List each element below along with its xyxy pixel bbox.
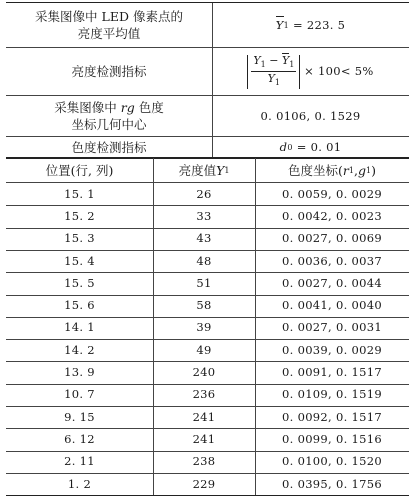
mean-label-line1: 采集图像中 LED 像素点的 [35, 9, 183, 24]
abs-value-bars [247, 55, 300, 89]
cell-brightness: 58 [196, 298, 212, 313]
cell-position: 15. 2 [64, 208, 95, 223]
mean-brightness-label [6, 3, 212, 47]
cell-brightness: 51 [196, 275, 212, 290]
chroma-criterion-label: 色度检测指标 [71, 139, 147, 155]
cell-brightness: 241 [192, 431, 216, 446]
cell-brightness: 33 [196, 208, 212, 223]
cell-brightness: 236 [192, 387, 216, 402]
cell-chroma-coord: 0. 0039, 0. 0029 [282, 342, 382, 357]
cell-brightness: 39 [196, 320, 212, 335]
mean-symbol-sub: 1 [283, 20, 290, 30]
cell-chroma-coord: 0. 0041, 0. 0040 [282, 298, 382, 313]
cell-brightness: 241 [192, 409, 216, 424]
mean-brightness-value [212, 3, 409, 47]
formula-denominator: $Y_1$ [267, 72, 281, 87]
cell-brightness: 43 [196, 231, 212, 246]
header-brightness: 亮度值 Y 1 [178, 163, 230, 178]
cell-chroma-coord: 0. 0099, 0. 1516 [282, 431, 382, 446]
cell-brightness: 238 [192, 454, 216, 469]
cell-position: 15. 4 [64, 253, 95, 268]
cell-brightness: 229 [192, 476, 216, 491]
cell-position: 14. 1 [64, 320, 95, 335]
cell-position: 15. 1 [64, 186, 95, 201]
formula-tail: × 100< 5% [304, 64, 374, 78]
header-chroma-coord: 色度坐标( r 1 , g 1 ) [288, 163, 376, 178]
formula-fraction [251, 54, 296, 89]
brightness-criterion-label: 亮度检测指标 [71, 64, 147, 79]
cell-brightness: 49 [196, 342, 212, 357]
cell-chroma-coord: 0. 0100, 0. 1520 [282, 454, 382, 469]
cell-brightness: 48 [196, 253, 212, 268]
formula-numerator: $Y_1 - Y_1$ [251, 54, 296, 72]
cell-chroma-coord: 0. 0109, 0. 1519 [282, 387, 382, 402]
cell-chroma-coord: 0. 0036, 0. 0037 [282, 253, 382, 268]
mean-symbol: Y [275, 18, 284, 32]
cell-chroma-coord: 0. 0091, 0. 1517 [282, 365, 382, 380]
cell-chroma-coord: 0. 0059, 0. 0029 [282, 186, 382, 201]
cell-chroma-coord: 0. 0092, 0. 1517 [282, 409, 382, 424]
cell-position: 1. 2 [67, 476, 92, 491]
data-table [6, 2, 409, 496]
chroma-center-value: 0. 0106, 0. 1529 [260, 108, 361, 123]
brightness-criterion-formula [212, 48, 409, 95]
cell-chroma-coord: 0. 0027, 0. 0031 [282, 320, 382, 335]
cell-chroma-coord: 0. 0042, 0. 0023 [282, 208, 382, 223]
cell-position: 13. 9 [64, 365, 95, 380]
chroma-center-label [6, 96, 212, 136]
cell-position: 14. 2 [64, 342, 95, 357]
cell-position: 9. 15 [64, 409, 95, 424]
center-label-line1: 采集图像中 rg 色度 [54, 100, 164, 115]
cell-chroma-coord: 0. 0027, 0. 0069 [282, 231, 382, 246]
cell-brightness: 240 [192, 365, 216, 380]
cell-position: 6. 12 [64, 431, 95, 446]
cell-brightness: 26 [196, 186, 212, 201]
cell-position: 15. 3 [64, 231, 95, 246]
header-position: 位置(行, 列) [45, 163, 114, 178]
center-label-line2: 坐标几何中心 [71, 117, 147, 132]
cell-position: 2. 11 [64, 454, 95, 469]
cell-chroma-coord: 0. 0027, 0. 0044 [282, 275, 382, 290]
cell-position: 15. 5 [64, 275, 95, 290]
cell-chroma-coord: 0. 0395, 0. 1756 [282, 476, 382, 491]
chroma-criterion-value: d 0 = 0. 01 [279, 139, 342, 154]
cell-position: 10. 7 [64, 387, 95, 402]
cell-position: 15. 6 [64, 298, 95, 313]
mean-label-line2: 亮度平均值 [77, 26, 141, 41]
mean-value: = 223. 5 [292, 17, 346, 32]
